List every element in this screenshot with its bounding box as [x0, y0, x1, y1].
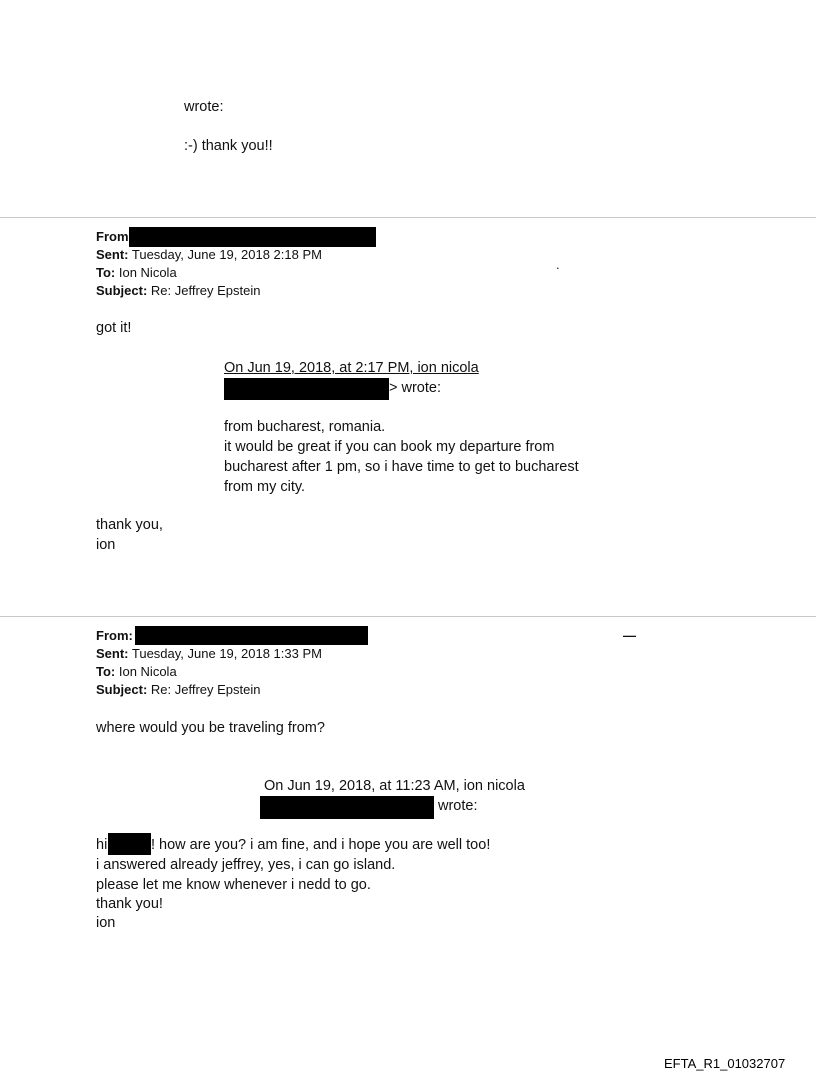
email1-signoff-line: thank you,	[96, 517, 163, 533]
email1-sent-value: Tuesday, June 19, 2018 2:18 PM	[128, 247, 322, 262]
separator-rule-1	[0, 217, 816, 218]
email2-subject-line	[96, 681, 261, 699]
email1-subject-label: Subject:	[96, 283, 148, 298]
email2-quote-line: please let me know whenever i nedd to go.	[96, 877, 371, 893]
email2-to-label: To:	[96, 664, 116, 679]
email2-name-redaction	[108, 833, 151, 855]
separator-rule-2	[0, 616, 816, 617]
email1-body-text: got it!	[96, 320, 132, 336]
email2-sent-value: Tuesday, June 19, 2018 1:33 PM	[128, 646, 322, 661]
email2-sent-label: Sent:	[96, 646, 129, 661]
email1-quote-line: bucharest after 1 pm, so i have time to get to bucharest	[224, 459, 579, 475]
email2-quote-line: thank you!	[96, 896, 163, 912]
email2-stray-mark: —	[623, 628, 636, 643]
email1-from-label: From	[96, 229, 129, 244]
email1-stray-mark: .	[556, 257, 560, 272]
document-id-stamp: EFTA_R1_01032707	[664, 1056, 786, 1071]
email2-subject-label: Subject:	[96, 682, 148, 697]
email2-quote-redaction	[260, 796, 434, 819]
email2-quote-line: ion	[96, 915, 116, 931]
email1-subject-value: Re: Jeffrey Epstein	[147, 283, 261, 298]
email2-body-text: where would you be traveling from?	[96, 720, 325, 736]
email2-from-line	[96, 627, 133, 645]
email1-subject-line	[96, 282, 261, 300]
email1-quote-redaction	[224, 378, 389, 400]
email1-signoff-line: ion	[96, 537, 116, 553]
email2-from-label: From:	[96, 628, 133, 643]
email1-to-value: Ion Nicola	[115, 265, 177, 280]
email2-to-line	[96, 663, 177, 681]
email2-to-value: Ion Nicola	[115, 664, 177, 679]
email1-to-line	[96, 264, 177, 282]
top-thanks-text: :-) thank you!!	[184, 138, 273, 154]
email1-quote-line: from bucharest, romania.	[224, 419, 386, 435]
email2-subject-value: Re: Jeffrey Epstein	[147, 682, 261, 697]
email2-greeting-start: hi	[96, 837, 108, 853]
top-wrote-text: wrote:	[184, 99, 224, 115]
email2-quote-header-1: On Jun 19, 2018, at 11:23 AM, ion nicola	[264, 778, 525, 794]
email1-quote-line: from my city.	[224, 479, 306, 495]
email1-quote-line: it would be great if you can book my departure from	[224, 439, 555, 455]
email2-greeting-end: ! how are you? i am fine, and i hope you are well too!	[151, 837, 491, 853]
email2-sent-line	[96, 645, 322, 663]
email2-quote-header-2: wrote:	[438, 798, 478, 814]
email1-to-label: To:	[96, 265, 116, 280]
email1-from-redaction	[129, 227, 376, 247]
email2-quote-line: i answered already jeffrey, yes, i can go island.	[96, 857, 396, 873]
email1-sent-line	[96, 246, 322, 264]
email1-quote-header-2: > wrote:	[389, 380, 441, 396]
email2-from-redaction	[135, 626, 368, 645]
email1-sent-label: Sent:	[96, 247, 129, 262]
email1-from-line	[96, 228, 129, 246]
email1-quote-header-1: On Jun 19, 2018, at 2:17 PM, ion nicola	[224, 360, 479, 376]
